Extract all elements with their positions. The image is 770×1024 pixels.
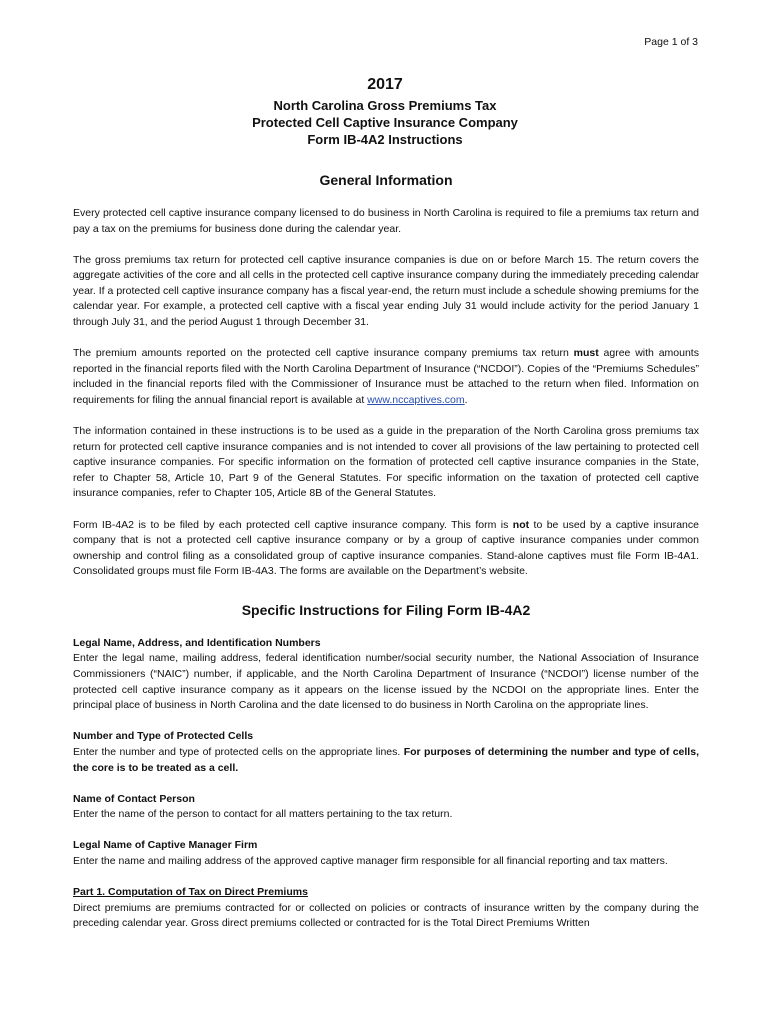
general-information-title: General Information <box>319 172 453 188</box>
general-paragraph-3 <box>73 346 699 408</box>
specific-instructions-title: Specific Instructions for Filing Form IB-4A2 <box>241 601 531 618</box>
general-paragraph-4: The information contained in these instructions is to be used as a guide in the preparation of the North Carolina gross premiums tax return for protected cell captive insurance companies and is not intended to cover all provisions of the law pertaining to protected cell captive insurance companies. For specific information on the formation of protected cell captive insurance companies in the State, refer to Chapter 58, Article 10, Part 9 of the General Statutes. For specific information on the taxation of protected cell captive insurance companies, refer to Chapter 105, Article 8B of the General Statutes. <box>73 425 699 500</box>
captive-manager-text: Enter the name and mailing address of the approved captive manager firm responsible for all financial reporting and tax matters. <box>73 854 668 867</box>
header-title-line-3: Form IB-4A2 Instructions <box>307 132 463 147</box>
legal-name-heading: Legal Name, Address, and Identification Numbers <box>73 636 321 649</box>
general-paragraph-5-text-b: to be used by a captive insurance company that is not a protected cell captive insurance company or by a group of captive insurance companies under common ownership and control filing as a consolidated group of captive insurance companies. Stand-alone captives must file Form IB-4A1. Consolidated groups must file Form IB-4A3. The forms are available on the Department’s website. <box>73 518 699 578</box>
general-paragraph-1: Every protected cell captive insurance company licensed to do business in North Carolina is required to file a premiums tax return and pay a tax on the premiums for business done during the calendar year. <box>73 207 699 235</box>
general-paragraph-5-not: not <box>512 518 530 531</box>
header-year: 2017 <box>367 76 403 93</box>
protected-cells-text <box>73 745 699 776</box>
page-number: Page 1 of 3 <box>644 36 698 48</box>
general-paragraph-3-text-b: agree with amounts reported in the financial reports filed with the North Carolina Department of Insurance (“NCDOI”). Copies of the “Premiums Schedules” included in the financial reports filed with the Commissioner of Insurance must be attached to the return when filed. Information on requirements for filing the annual financial report is available at <box>73 347 699 406</box>
document-body <box>73 170 699 932</box>
contact-person-heading: Name of Contact Person <box>73 792 195 805</box>
general-paragraph-2: The gross premiums tax return for protected cell captive insurance companies is due on or before March 15. The return covers the aggregate activities of the core and all cells in the protected cell captive insurance company during the immediately preceding calendar year. If a protected cell captive insurance company has a fiscal year-end, the return must include a schedule showing premiums for the calendar year. For example, a protected cell captive with a fiscal year ending July 31 would include activity for the period January 1 through July 31, and the period August 1 through December 31. <box>73 253 699 329</box>
protected-cells-heading: Number and Type of Protected Cells <box>73 730 254 743</box>
general-paragraph-5-text-a: Form IB-4A2 is to be filed by each protected cell captive insurance company. This form is <box>73 518 513 531</box>
protected-cells-text-bold: For purposes of determining the number and type of cells, the core is to be treated as a cell. <box>73 745 699 774</box>
header-title-line-2: Protected Cell Captive Insurance Company <box>252 115 518 130</box>
part-1-text: Direct premiums are premiums contracted for or collected on policies or contracts of insurance written by the company during the preceding calendar year. Gross direct premiums collected or contracted for is the Total Direct Premiums Written <box>73 901 699 930</box>
part-1-heading: Part 1. Computation of Tax on Direct Premiums <box>73 886 308 898</box>
legal-name-text: Enter the legal name, mailing address, federal identification number/social security number, the National Association of Insurance Commissioners (“NAIC”) number, if applicable, and the North Carolina Department of Insurance (“NCDOI”) license number of the protected cell captive insurance company as it appears on the license issued by the NCDOI on the appropriate lines. Enter the principal place of business in North Carolina and the date licensed to do business in North Carolina on the appropriate lines. <box>73 652 699 712</box>
general-paragraph-3-must: must <box>573 347 599 360</box>
protected-cells-text-a: Enter the number and type of protected cells on the appropriate lines. <box>73 745 404 758</box>
general-paragraph-3-text-a: The premium amounts reported on the protected cell captive insurance company premiums tax return <box>73 347 574 360</box>
general-paragraph-5 <box>73 518 699 580</box>
header-title-line-1: North Carolina Gross Premiums Tax <box>273 98 497 113</box>
document-header <box>0 74 770 148</box>
contact-person-text: Enter the name of the person to contact for all matters pertaining to the tax return. <box>73 808 453 821</box>
captive-manager-heading: Legal Name of Captive Manager Firm <box>73 839 258 852</box>
nccaptives-link[interactable]: www.nccaptives.com <box>367 393 465 406</box>
general-paragraph-3-end: . <box>464 393 468 406</box>
